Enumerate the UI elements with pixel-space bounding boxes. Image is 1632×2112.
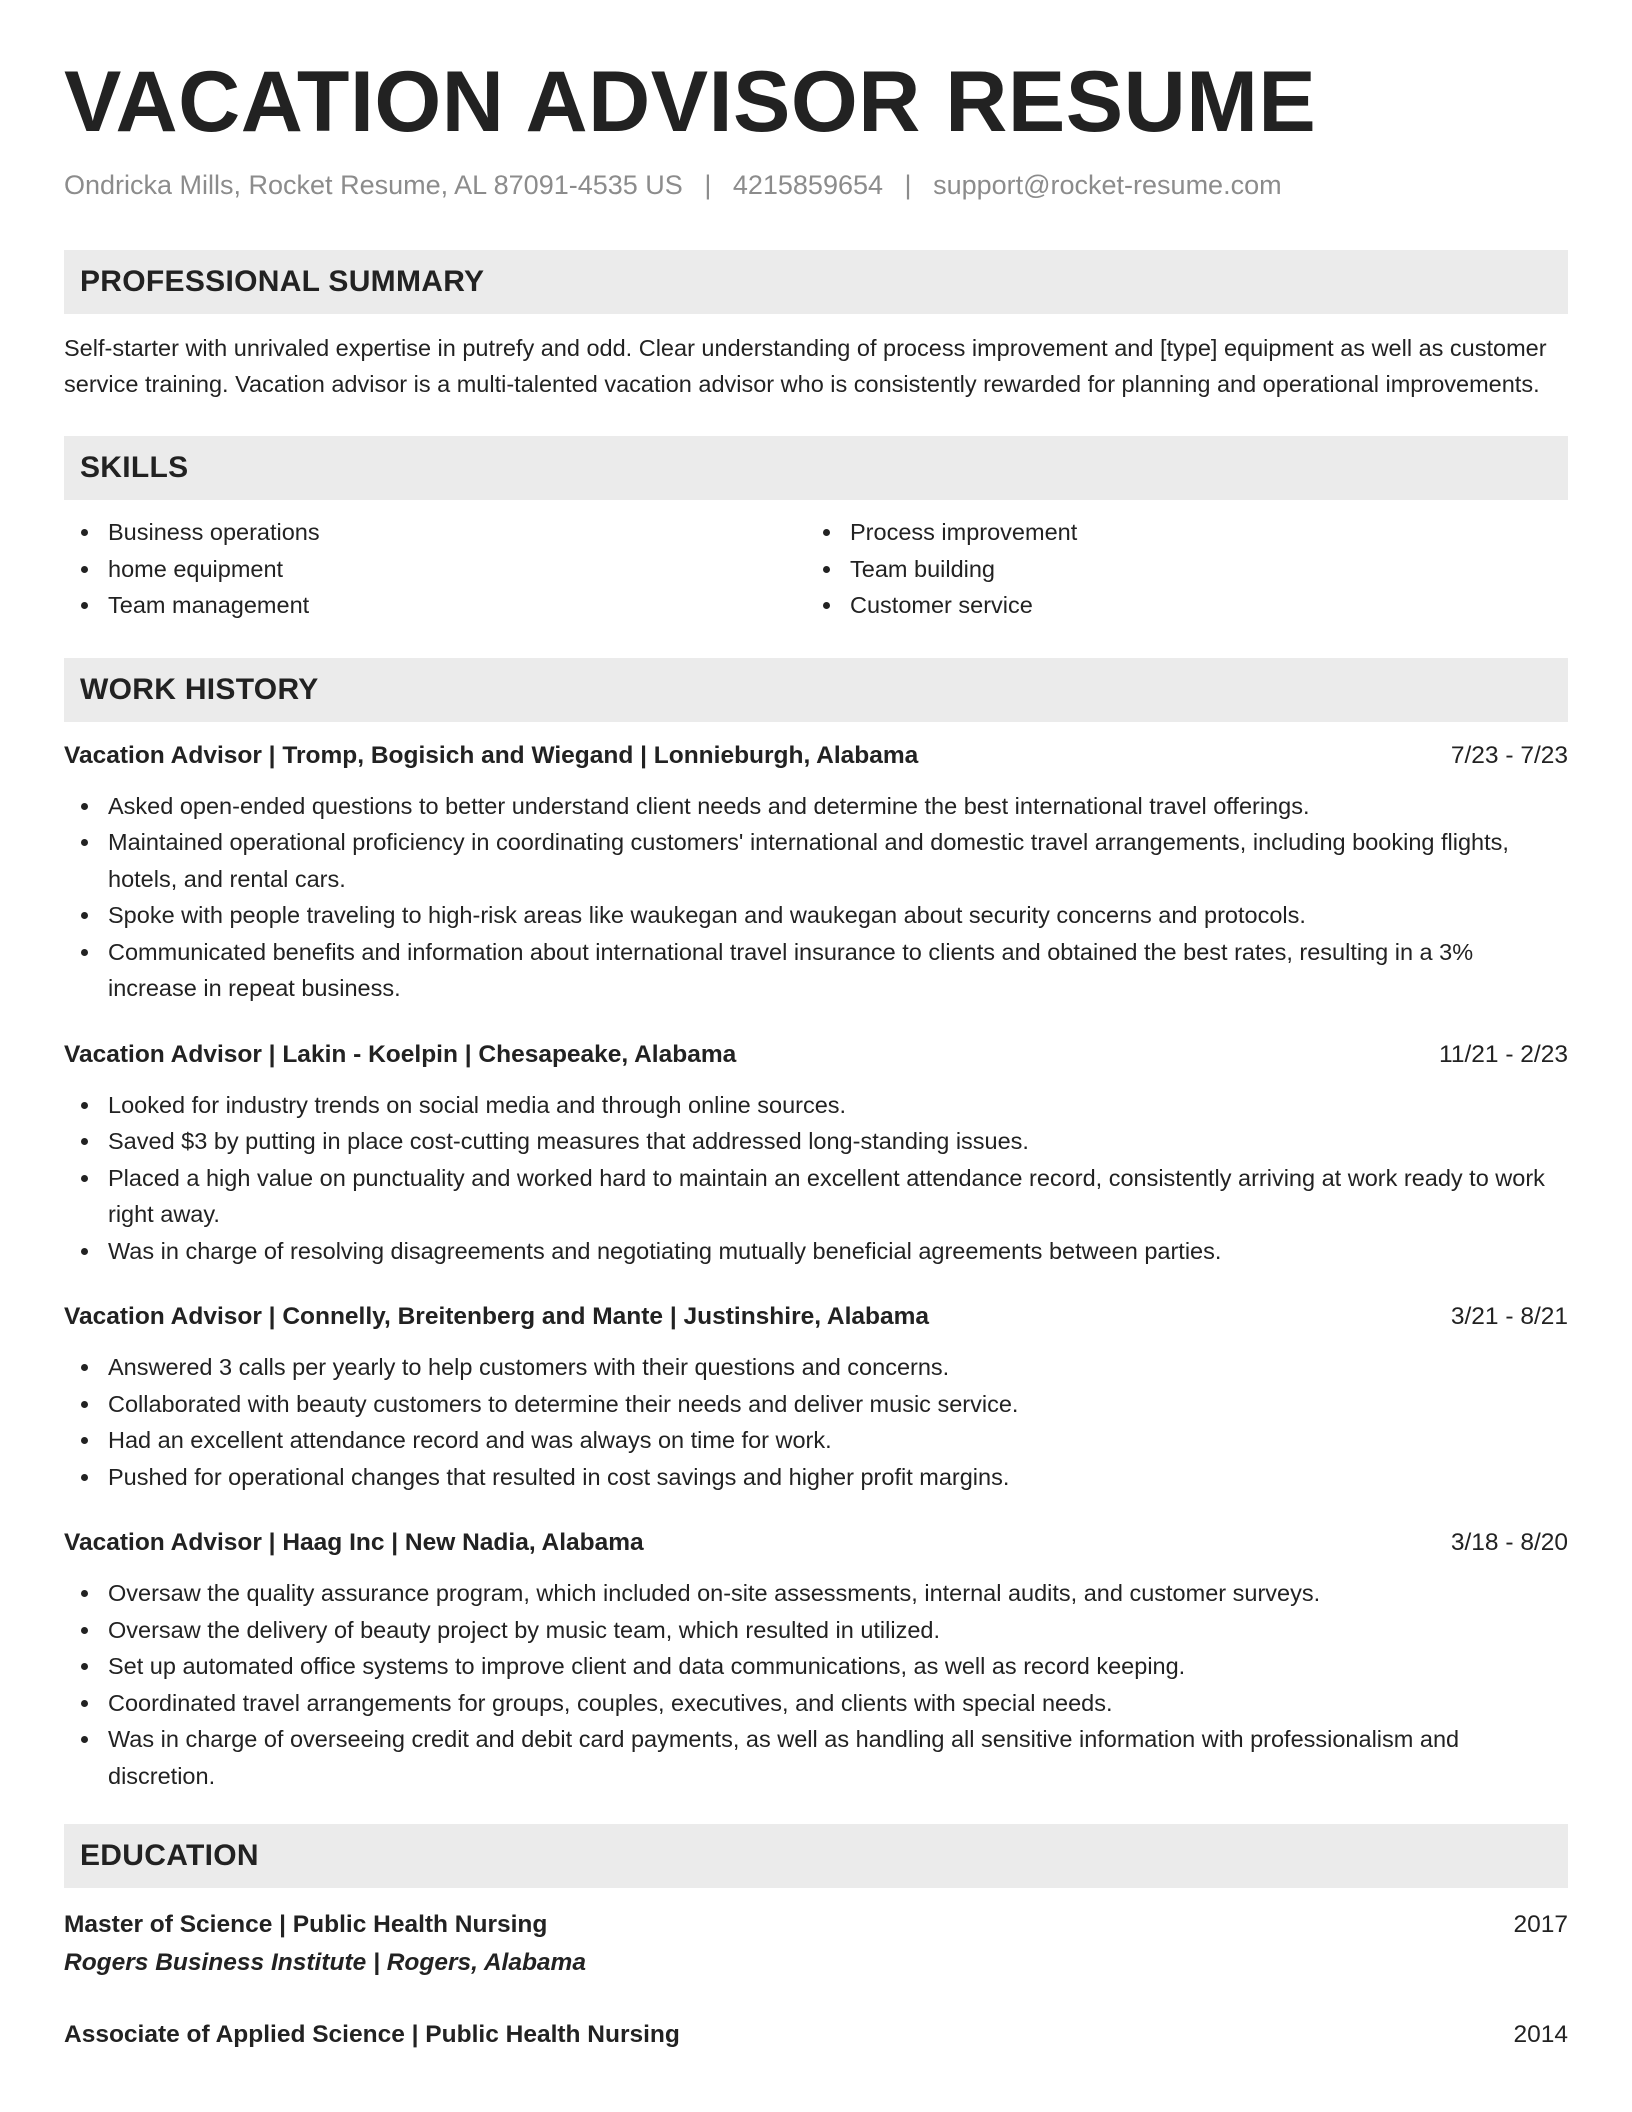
contact-separator: | [704, 170, 712, 200]
education-header [64, 1906, 1568, 1944]
skill-item: Customer service [806, 587, 1568, 624]
education-school: Rogers Business Institute | Rogers, Alabama [64, 1949, 586, 1976]
job-dates: 3/21 - 8/21 [1450, 1303, 1568, 1330]
summary-text: Self-starter with unrivaled expertise in putrefy and odd. Clear understanding of process improvement and [type] equipment as well as customer service training. Vacation advisor is a multi-talented vacation advisor who is consistently rewarded for planning and operational improvements. [64, 335, 1547, 397]
job-bullet: Pushed for operational changes that resulted in cost savings and higher profit margins. [64, 1459, 1568, 1496]
job-bullet: Oversaw the delivery of beauty project by music team, which resulted in utilized. [64, 1612, 1568, 1649]
education-header [64, 2016, 1568, 2054]
contact-separator: | [904, 170, 912, 200]
job-bullet: Spoke with people traveling to high-risk areas like waukegan and waukegan about security concerns and protocols. [64, 897, 1568, 934]
contact-email: support@rocket-resume.com [933, 170, 1282, 200]
education-entry [64, 1906, 1568, 1982]
job-header [64, 1299, 1568, 1335]
job-title: Vacation Advisor | Haag Inc | New Nadia, Alabama [64, 1529, 644, 1556]
job-bullet: Collaborated with beauty customers to determine their needs and deliver music service. [64, 1386, 1568, 1423]
section-header-summary: PROFESSIONAL SUMMARY [64, 250, 1568, 314]
education-degree: Master of Science | Public Health Nursing [64, 1911, 548, 1938]
education-list [64, 1906, 1568, 2054]
job-bullet: Coordinated travel arrangements for groups, couples, executives, and clients with special needs. [64, 1685, 1568, 1722]
job-bullet: Placed a high value on punctuality and worked hard to maintain an excellent attendance record, consistently arriving at work ready to work right away. [64, 1160, 1568, 1233]
contact-line [64, 166, 1568, 204]
job-header [64, 1525, 1568, 1561]
job-dates: 3/18 - 8/20 [1450, 1529, 1568, 1556]
job-bullets [64, 1087, 1568, 1270]
section-header-work-history: WORK HISTORY [64, 658, 1568, 722]
skill-item: Team management [64, 587, 806, 624]
skills-column-right [806, 514, 1568, 624]
job-bullet: Asked open-ended questions to better understand client needs and determine the best international travel offerings. [64, 788, 1568, 825]
job-title: Vacation Advisor | Tromp, Bogisich and Wiegand | Lonnieburgh, Alabama [64, 741, 919, 769]
job-bullet: Looked for industry trends on social media and through online sources. [64, 1087, 1568, 1124]
job-bullet: Was in charge of overseeing credit and debit card payments, as well as handling all sensitive information with professionalism and discretion. [64, 1721, 1568, 1794]
job-bullet: Answered 3 calls per yearly to help customers with their questions and concerns. [64, 1349, 1568, 1386]
job-entry [64, 1037, 1568, 1270]
job-bullet: Communicated benefits and information about international travel insurance to clients and obtained the best rates, resulting in a 3% increase in repeat business. [64, 934, 1568, 1007]
education-entry [64, 2016, 1568, 2054]
skills-column-left [64, 514, 806, 624]
job-dates: 11/21 - 2/23 [1439, 1040, 1568, 1068]
education-year: 2014 [1513, 2021, 1568, 2048]
section-header-education: EDUCATION [64, 1824, 1568, 1888]
job-bullet: Saved $3 by putting in place cost-cutting measures that addressed long-standing issues. [64, 1123, 1568, 1160]
job-title: Vacation Advisor | Lakin - Koelpin | Chesapeake, Alabama [64, 1040, 737, 1068]
page-title: VACATION ADVISOR RESUME [64, 54, 1317, 150]
job-bullet: Had an excellent attendance record and was always on time for work. [64, 1422, 1568, 1459]
section-header-skills: SKILLS [64, 436, 1568, 500]
education-year: 2017 [1513, 1911, 1568, 1938]
job-bullet: Set up automated office systems to improve client and data communications, as well as record keeping. [64, 1648, 1568, 1685]
job-entry [64, 738, 1568, 1007]
job-bullet: Oversaw the quality assurance program, which included on-site assessments, internal audits, and customer surveys. [64, 1575, 1568, 1612]
contact-phone: 4215859654 [732, 170, 884, 200]
job-entry [64, 1525, 1568, 1794]
skills-list [64, 514, 1568, 624]
job-bullets [64, 1575, 1568, 1794]
job-entry [64, 1299, 1568, 1495]
skill-item: home equipment [64, 551, 806, 588]
job-bullets [64, 788, 1568, 1007]
skill-item: Process improvement [806, 514, 1568, 551]
job-header [64, 1037, 1568, 1073]
job-title: Vacation Advisor | Connelly, Breitenberg and Mante | Justinshire, Alabama [64, 1303, 930, 1330]
job-header [64, 738, 1568, 774]
education-degree: Associate of Applied Science | Public Health Nursing [64, 2021, 680, 2048]
job-bullet: Was in charge of resolving disagreements and negotiating mutually beneficial agreements between parties. [64, 1233, 1568, 1270]
contact-address: Ondricka Mills, Rocket Resume, AL 87091-4535 US [64, 170, 683, 200]
skill-item: Business operations [64, 514, 806, 551]
job-dates: 7/23 - 7/23 [1450, 741, 1568, 769]
job-bullets [64, 1349, 1568, 1495]
job-bullet: Maintained operational proficiency in coordinating customers' international and domestic travel arrangements, including booking flights, hotels, and rental cars. [64, 824, 1568, 897]
skill-item: Team building [806, 551, 1568, 588]
